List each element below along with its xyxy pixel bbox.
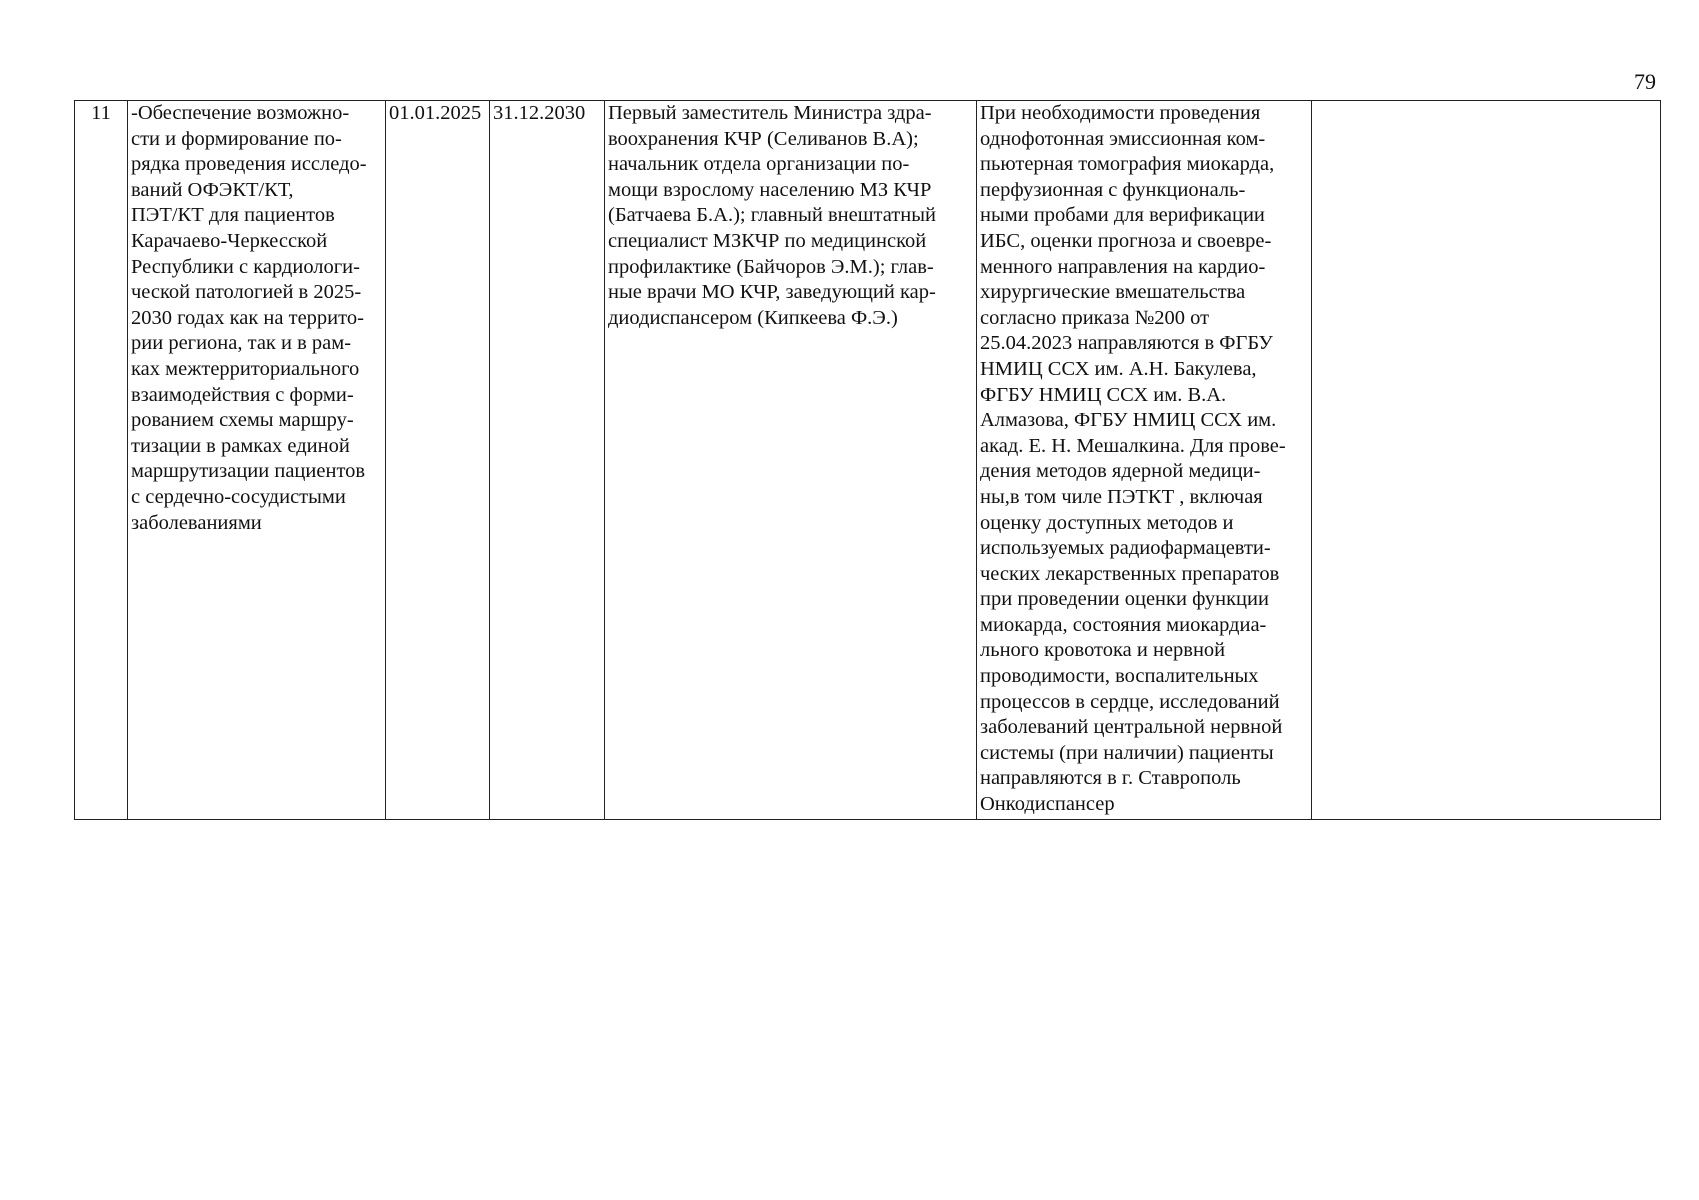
activity-line: Карачаево-Черкесской xyxy=(131,229,328,252)
result-line: миокарда, состояния миокардиа- xyxy=(980,613,1267,636)
result-line: согласно приказа №200 от xyxy=(980,306,1210,329)
activity-line: 2030 годах как на террито- xyxy=(131,306,364,329)
result-line: процессов в сердце, исследований xyxy=(980,690,1280,713)
result-line: акад. Е. Н. Мешалкина. Для прове- xyxy=(980,434,1286,457)
responsible-line: мощи взрослому населению МЗ КЧР xyxy=(608,178,932,201)
result-line: льного кровотока и нервной xyxy=(980,639,1226,662)
activity-line: ческой патологией в 2025- xyxy=(131,281,362,304)
activity-line: ках межтерриториального xyxy=(131,357,360,380)
result-line: ными пробами для верификации xyxy=(980,204,1265,227)
activity-line: ваний ОФЭКТ/КТ, xyxy=(131,178,294,201)
activity-line: ПЭТ/КТ для пациентов xyxy=(131,204,335,227)
activity-line: тизации в рамках единой xyxy=(131,434,350,457)
result-cell xyxy=(977,101,1312,820)
activity-line: Республики с кардиологи- xyxy=(131,255,360,278)
result-line: пьютерная томография миокарда, xyxy=(980,153,1275,176)
responsible-line: начальник отдела организации по- xyxy=(608,153,910,176)
responsible-cell xyxy=(605,101,977,820)
activity-line: рованием схемы маршру- xyxy=(131,409,354,432)
result-line: Онкодиспансер xyxy=(980,793,1115,816)
start-date-cell: 01.01.2025 xyxy=(386,101,490,820)
result-line: используемых радиофармацевти- xyxy=(980,537,1271,560)
responsible-line: ные врачи МО КЧР, заведующий кар- xyxy=(608,281,936,304)
end-date-cell: 31.12.2030 xyxy=(490,101,605,820)
table-row xyxy=(75,101,1661,820)
responsible-line: (Батчаева Б.А.); главный внештатный xyxy=(608,204,936,227)
result-line: ческих лекарственных препаратов xyxy=(980,562,1280,585)
activity-line: заболеваниями xyxy=(131,511,262,534)
result-line: 25.04.2023 направляются в ФГБУ xyxy=(980,332,1273,355)
result-line: заболеваний центральной нервной xyxy=(980,716,1283,739)
page-number: 79 xyxy=(1634,69,1656,94)
responsible-line: профилактике (Байчоров Э.М.); глав- xyxy=(608,255,934,278)
result-line: направляются в г. Ставрополь xyxy=(980,767,1241,790)
row-number-cell: 11 xyxy=(75,101,128,820)
result-line: хирургические вмешательства xyxy=(980,281,1246,304)
activity-line: с сердечно-сосудистыми xyxy=(131,485,346,508)
empty-cell xyxy=(1312,101,1661,820)
activity-line: рии региона, так и в рам- xyxy=(131,332,352,355)
responsible-line: Первый заместитель Министра здра- xyxy=(608,102,932,124)
responsible-line: диодиспансером (Кипкеева Ф.Э.) xyxy=(608,306,898,329)
measures-table xyxy=(74,100,1661,820)
result-line: однофотонная эмиссионная ком- xyxy=(980,127,1266,150)
result-line: ИБС, оценки прогноза и своевре- xyxy=(980,229,1272,252)
result-line: системы (при наличии) пациенты xyxy=(980,741,1274,764)
result-line: при проведении оценки функции xyxy=(980,588,1269,611)
result-line: менного направления на кардио- xyxy=(980,255,1266,278)
result-line: ФГБУ НМИЦ ССХ им. В.А. xyxy=(980,383,1227,406)
result-line: ны,в том чиле ПЭТКТ , включая xyxy=(980,485,1263,508)
activity-line: рядка проведения исследо- xyxy=(131,153,367,176)
result-line: перфузионная с функциональ- xyxy=(980,178,1246,201)
result-line: дения методов ядерной медици- xyxy=(980,460,1261,483)
result-line: оценку доступных методов и xyxy=(980,511,1234,534)
activity-line: маршрутизации пациентов xyxy=(131,460,366,483)
result-line: Алмазова, ФГБУ НМИЦ ССХ им. xyxy=(980,409,1277,432)
result-line: проводимости, воспалительных xyxy=(980,665,1259,688)
result-line: НМИЦ ССХ им. А.Н. Бакулева, xyxy=(980,357,1257,380)
responsible-line: специалист МЗКЧР по медицинской xyxy=(608,229,927,252)
activity-line: -Обеспечение возможно- xyxy=(131,102,350,124)
activity-line: сти и формирование по- xyxy=(131,127,342,150)
responsible-line: воохранения КЧР (Селиванов В.А); xyxy=(608,127,919,150)
activity-line: взаимодействия с форми- xyxy=(131,383,354,406)
result-line: При необходимости проведения xyxy=(980,102,1261,124)
activity-cell xyxy=(128,101,386,820)
